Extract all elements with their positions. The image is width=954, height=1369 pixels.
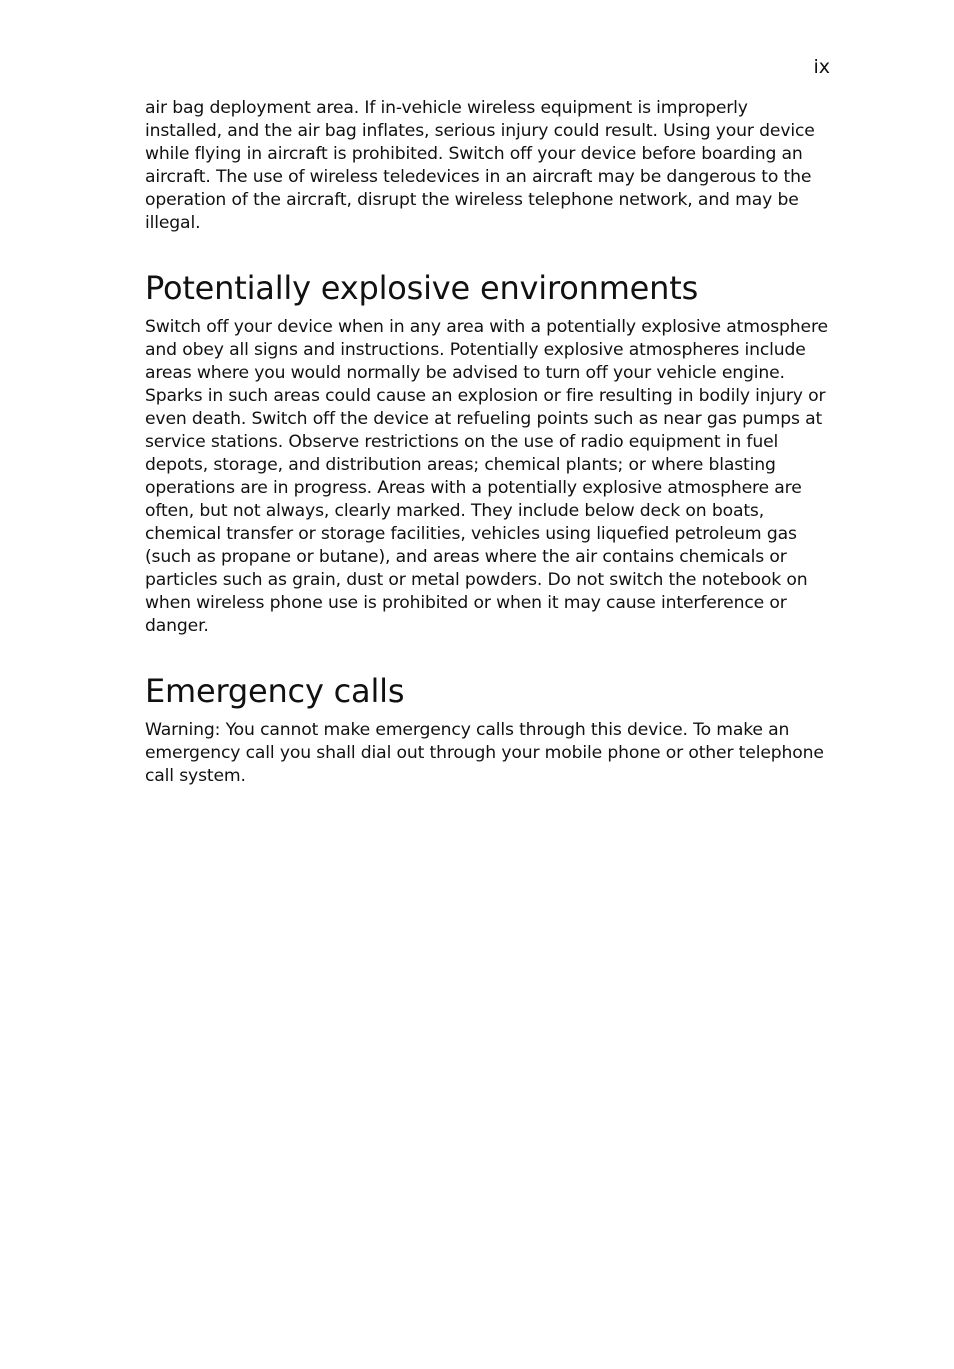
section-heading-emergency-calls: Emergency calls: [145, 672, 405, 710]
warning-label: Warning:: [145, 720, 221, 740]
section-heading-explosive-environments: Potentially explosive environments: [145, 269, 699, 307]
intro-paragraph: air bag deployment area. If in-vehicle wireless equipment is improperly installed, and the air bag inflates, serious injury could result. Using your device while flying in aircraft is prohibited. Switch off your device before boarding an aircraft. The use of wireless teledevices in an aircraft may be dangerous to the operation of the aircraft, disrupt the wireless telephone network, and may be illegal.: [145, 98, 815, 233]
section-body-emergency-calls: [145, 719, 830, 788]
section-body-explosive-environments: Switch off your device when in any area with a potentially explosive atmosphere and obey all signs and instructions. Potentially explosive atmospheres include areas where you would normally be advised to turn off your vehicle engine. Sparks in such areas could cause an explosion or fire resulting in bodily injury or even death. Switch off the device at refueling points such as near gas pumps at service stations. Observe restrictions on the use of radio equipment in fuel depots, storage, and distribution areas; chemical plants; or where blasting operations are in progress. Areas with a potentially explosive atmosphere are often, but not always, clearly marked. They include below deck on boats, chemical transfer or storage facilities, vehicles using liquefied petroleum gas (such as propane or butane), and areas where the air contains chemicals or particles such as grain, dust or metal powders. Do not switch the notebook on when wireless phone use is prohibited or when it may cause interference or danger.: [145, 317, 828, 636]
page-number: ix: [813, 56, 830, 78]
warning-text: You cannot make emergency calls through this device. To make an emergency call you shall dial out through your mobile phone or other telephone call system.: [145, 720, 824, 786]
page-content: [145, 97, 830, 788]
